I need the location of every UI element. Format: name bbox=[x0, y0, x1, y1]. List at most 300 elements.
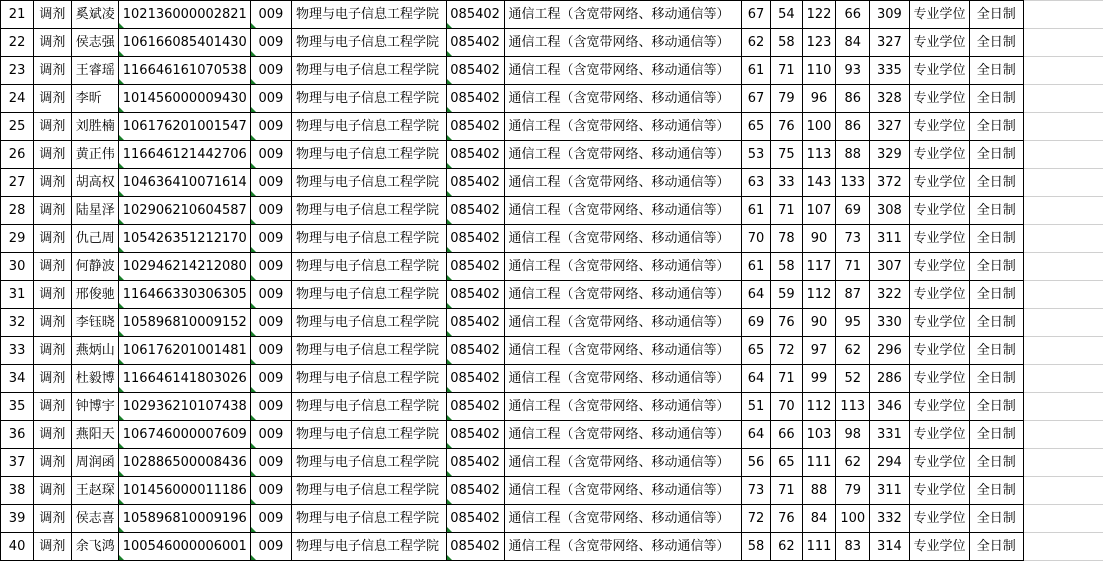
dept-code-cell[interactable]: 009 bbox=[250, 141, 291, 169]
dept-name-cell[interactable]: 物理与电子信息工程学院 bbox=[292, 421, 447, 449]
total-score-cell[interactable]: 327 bbox=[870, 29, 909, 57]
type-cell[interactable]: 调剂 bbox=[34, 421, 72, 449]
total-score-cell[interactable]: 372 bbox=[870, 169, 909, 197]
study-mode-cell[interactable]: 全日制 bbox=[969, 421, 1023, 449]
name-cell[interactable]: 陆星泽 bbox=[71, 197, 118, 225]
study-mode-cell[interactable]: 全日制 bbox=[969, 85, 1023, 113]
exam-id-cell[interactable]: 100546000006001 bbox=[118, 533, 250, 561]
score-math-cell[interactable]: 123 bbox=[802, 29, 836, 57]
degree-type-cell[interactable]: 专业学位 bbox=[909, 533, 969, 561]
major-code-cell[interactable]: 085402 bbox=[446, 281, 504, 309]
score-math-cell[interactable]: 113 bbox=[802, 141, 836, 169]
degree-type-cell[interactable]: 专业学位 bbox=[909, 281, 969, 309]
study-mode-cell[interactable]: 全日制 bbox=[969, 225, 1023, 253]
dept-code-cell[interactable]: 009 bbox=[250, 477, 291, 505]
exam-id-cell[interactable]: 101456000009430 bbox=[118, 85, 250, 113]
score-professional-cell[interactable]: 86 bbox=[836, 85, 870, 113]
dept-name-cell[interactable]: 物理与电子信息工程学院 bbox=[292, 505, 447, 533]
exam-id-cell[interactable]: 116646141803026 bbox=[118, 365, 250, 393]
score-english-cell[interactable]: 79 bbox=[771, 85, 802, 113]
score-professional-cell[interactable]: 113 bbox=[836, 393, 870, 421]
score-math-cell[interactable]: 111 bbox=[802, 449, 836, 477]
dept-name-cell[interactable]: 物理与电子信息工程学院 bbox=[292, 169, 447, 197]
major-name-cell[interactable]: 通信工程（含宽带网络、移动通信等） bbox=[504, 337, 741, 365]
major-code-cell[interactable]: 085402 bbox=[446, 477, 504, 505]
score-professional-cell[interactable]: 88 bbox=[836, 141, 870, 169]
score-politics-cell[interactable]: 62 bbox=[741, 29, 770, 57]
score-math-cell[interactable]: 97 bbox=[802, 337, 836, 365]
empty-cell[interactable] bbox=[1023, 309, 1103, 337]
score-math-cell[interactable]: 143 bbox=[802, 169, 836, 197]
row-number[interactable]: 28 bbox=[1, 197, 34, 225]
score-politics-cell[interactable]: 65 bbox=[741, 113, 770, 141]
exam-id-cell[interactable]: 105896810009196 bbox=[118, 505, 250, 533]
name-cell[interactable]: 燕阳天 bbox=[71, 421, 118, 449]
score-professional-cell[interactable]: 79 bbox=[836, 477, 870, 505]
major-code-cell[interactable]: 085402 bbox=[446, 365, 504, 393]
type-cell[interactable]: 调剂 bbox=[34, 85, 72, 113]
row-number[interactable]: 36 bbox=[1, 421, 34, 449]
name-cell[interactable]: 侯志强 bbox=[71, 29, 118, 57]
major-code-cell[interactable]: 085402 bbox=[446, 309, 504, 337]
row-number[interactable]: 34 bbox=[1, 365, 34, 393]
study-mode-cell[interactable]: 全日制 bbox=[969, 309, 1023, 337]
type-cell[interactable]: 调剂 bbox=[34, 337, 72, 365]
dept-name-cell[interactable]: 物理与电子信息工程学院 bbox=[292, 309, 447, 337]
major-name-cell[interactable]: 通信工程（含宽带网络、移动通信等） bbox=[504, 421, 741, 449]
row-number[interactable]: 33 bbox=[1, 337, 34, 365]
empty-cell[interactable] bbox=[1023, 365, 1103, 393]
exam-id-cell[interactable]: 105426351212170 bbox=[118, 225, 250, 253]
major-code-cell[interactable]: 085402 bbox=[446, 85, 504, 113]
dept-code-cell[interactable]: 009 bbox=[250, 421, 291, 449]
score-professional-cell[interactable]: 73 bbox=[836, 225, 870, 253]
score-math-cell[interactable]: 96 bbox=[802, 85, 836, 113]
empty-cell[interactable] bbox=[1023, 505, 1103, 533]
study-mode-cell[interactable]: 全日制 bbox=[969, 505, 1023, 533]
dept-name-cell[interactable]: 物理与电子信息工程学院 bbox=[292, 393, 447, 421]
degree-type-cell[interactable]: 专业学位 bbox=[909, 309, 969, 337]
exam-id-cell[interactable]: 104636410071614 bbox=[118, 169, 250, 197]
study-mode-cell[interactable]: 全日制 bbox=[969, 29, 1023, 57]
exam-id-cell[interactable]: 106176201001547 bbox=[118, 113, 250, 141]
dept-code-cell[interactable]: 009 bbox=[250, 337, 291, 365]
name-cell[interactable]: 刘胜楠 bbox=[71, 113, 118, 141]
name-cell[interactable]: 周润函 bbox=[71, 449, 118, 477]
row-number[interactable]: 24 bbox=[1, 85, 34, 113]
row-number[interactable]: 31 bbox=[1, 281, 34, 309]
score-english-cell[interactable]: 75 bbox=[771, 141, 802, 169]
total-score-cell[interactable]: 331 bbox=[870, 421, 909, 449]
study-mode-cell[interactable]: 全日制 bbox=[969, 365, 1023, 393]
dept-name-cell[interactable]: 物理与电子信息工程学院 bbox=[292, 449, 447, 477]
degree-type-cell[interactable]: 专业学位 bbox=[909, 113, 969, 141]
score-math-cell[interactable]: 90 bbox=[802, 225, 836, 253]
degree-type-cell[interactable]: 专业学位 bbox=[909, 29, 969, 57]
total-score-cell[interactable]: 335 bbox=[870, 57, 909, 85]
empty-cell[interactable] bbox=[1023, 225, 1103, 253]
score-politics-cell[interactable]: 70 bbox=[741, 225, 770, 253]
major-name-cell[interactable]: 通信工程（含宽带网络、移动通信等） bbox=[504, 309, 741, 337]
dept-code-cell[interactable]: 009 bbox=[250, 533, 291, 561]
type-cell[interactable]: 调剂 bbox=[34, 533, 72, 561]
dept-name-cell[interactable]: 物理与电子信息工程学院 bbox=[292, 337, 447, 365]
degree-type-cell[interactable]: 专业学位 bbox=[909, 421, 969, 449]
row-number[interactable]: 35 bbox=[1, 393, 34, 421]
degree-type-cell[interactable]: 专业学位 bbox=[909, 449, 969, 477]
study-mode-cell[interactable]: 全日制 bbox=[969, 393, 1023, 421]
score-professional-cell[interactable]: 83 bbox=[836, 533, 870, 561]
score-professional-cell[interactable]: 52 bbox=[836, 365, 870, 393]
score-math-cell[interactable]: 100 bbox=[802, 113, 836, 141]
major-code-cell[interactable]: 085402 bbox=[446, 533, 504, 561]
empty-cell[interactable] bbox=[1023, 449, 1103, 477]
major-code-cell[interactable]: 085402 bbox=[446, 421, 504, 449]
empty-cell[interactable] bbox=[1023, 57, 1103, 85]
study-mode-cell[interactable]: 全日制 bbox=[969, 533, 1023, 561]
score-politics-cell[interactable]: 61 bbox=[741, 57, 770, 85]
score-math-cell[interactable]: 111 bbox=[802, 533, 836, 561]
score-english-cell[interactable]: 54 bbox=[771, 1, 802, 29]
total-score-cell[interactable]: 308 bbox=[870, 197, 909, 225]
score-math-cell[interactable]: 112 bbox=[802, 393, 836, 421]
type-cell[interactable]: 调剂 bbox=[34, 225, 72, 253]
major-name-cell[interactable]: 通信工程（含宽带网络、移动通信等） bbox=[504, 57, 741, 85]
type-cell[interactable]: 调剂 bbox=[34, 505, 72, 533]
score-math-cell[interactable]: 88 bbox=[802, 477, 836, 505]
major-name-cell[interactable]: 通信工程（含宽带网络、移动通信等） bbox=[504, 113, 741, 141]
score-politics-cell[interactable]: 64 bbox=[741, 421, 770, 449]
score-politics-cell[interactable]: 61 bbox=[741, 253, 770, 281]
study-mode-cell[interactable]: 全日制 bbox=[969, 169, 1023, 197]
total-score-cell[interactable]: 329 bbox=[870, 141, 909, 169]
name-cell[interactable]: 黄正伟 bbox=[71, 141, 118, 169]
major-code-cell[interactable]: 085402 bbox=[446, 337, 504, 365]
degree-type-cell[interactable]: 专业学位 bbox=[909, 197, 969, 225]
name-cell[interactable]: 何静波 bbox=[71, 253, 118, 281]
type-cell[interactable]: 调剂 bbox=[34, 1, 72, 29]
type-cell[interactable]: 调剂 bbox=[34, 169, 72, 197]
empty-cell[interactable] bbox=[1023, 197, 1103, 225]
major-name-cell[interactable]: 通信工程（含宽带网络、移动通信等） bbox=[504, 141, 741, 169]
score-professional-cell[interactable]: 71 bbox=[836, 253, 870, 281]
row-number[interactable]: 23 bbox=[1, 57, 34, 85]
major-name-cell[interactable]: 通信工程（含宽带网络、移动通信等） bbox=[504, 393, 741, 421]
empty-cell[interactable] bbox=[1023, 253, 1103, 281]
degree-type-cell[interactable]: 专业学位 bbox=[909, 477, 969, 505]
degree-type-cell[interactable]: 专业学位 bbox=[909, 505, 969, 533]
dept-code-cell[interactable]: 009 bbox=[250, 197, 291, 225]
exam-id-cell[interactable]: 102136000002821 bbox=[118, 1, 250, 29]
empty-cell[interactable] bbox=[1023, 337, 1103, 365]
score-math-cell[interactable]: 84 bbox=[802, 505, 836, 533]
score-politics-cell[interactable]: 73 bbox=[741, 477, 770, 505]
name-cell[interactable]: 侯志喜 bbox=[71, 505, 118, 533]
major-name-cell[interactable]: 通信工程（含宽带网络、移动通信等） bbox=[504, 505, 741, 533]
major-code-cell[interactable]: 085402 bbox=[446, 1, 504, 29]
score-math-cell[interactable]: 122 bbox=[802, 1, 836, 29]
empty-cell[interactable] bbox=[1023, 533, 1103, 561]
score-english-cell[interactable]: 71 bbox=[771, 197, 802, 225]
dept-code-cell[interactable]: 009 bbox=[250, 505, 291, 533]
score-professional-cell[interactable]: 84 bbox=[836, 29, 870, 57]
name-cell[interactable]: 燕炳山 bbox=[71, 337, 118, 365]
name-cell[interactable]: 余飞鸿 bbox=[71, 533, 118, 561]
dept-name-cell[interactable]: 物理与电子信息工程学院 bbox=[292, 365, 447, 393]
score-politics-cell[interactable]: 51 bbox=[741, 393, 770, 421]
study-mode-cell[interactable]: 全日制 bbox=[969, 449, 1023, 477]
row-number[interactable]: 27 bbox=[1, 169, 34, 197]
study-mode-cell[interactable]: 全日制 bbox=[969, 337, 1023, 365]
exam-id-cell[interactable]: 102946214212080 bbox=[118, 253, 250, 281]
score-english-cell[interactable]: 65 bbox=[771, 449, 802, 477]
score-politics-cell[interactable]: 67 bbox=[741, 1, 770, 29]
dept-code-cell[interactable]: 009 bbox=[250, 113, 291, 141]
score-english-cell[interactable]: 71 bbox=[771, 477, 802, 505]
total-score-cell[interactable]: 332 bbox=[870, 505, 909, 533]
name-cell[interactable]: 李钰晓 bbox=[71, 309, 118, 337]
score-english-cell[interactable]: 76 bbox=[771, 113, 802, 141]
empty-cell[interactable] bbox=[1023, 29, 1103, 57]
exam-id-cell[interactable]: 116646121442706 bbox=[118, 141, 250, 169]
dept-code-cell[interactable]: 009 bbox=[250, 393, 291, 421]
row-number[interactable]: 30 bbox=[1, 253, 34, 281]
degree-type-cell[interactable]: 专业学位 bbox=[909, 141, 969, 169]
score-math-cell[interactable]: 112 bbox=[802, 281, 836, 309]
dept-code-cell[interactable]: 009 bbox=[250, 253, 291, 281]
dept-code-cell[interactable]: 009 bbox=[250, 365, 291, 393]
dept-name-cell[interactable]: 物理与电子信息工程学院 bbox=[292, 281, 447, 309]
dept-code-cell[interactable]: 009 bbox=[250, 1, 291, 29]
exam-id-cell[interactable]: 102906210604587 bbox=[118, 197, 250, 225]
study-mode-cell[interactable]: 全日制 bbox=[969, 1, 1023, 29]
degree-type-cell[interactable]: 专业学位 bbox=[909, 253, 969, 281]
row-number[interactable]: 29 bbox=[1, 225, 34, 253]
name-cell[interactable]: 钟博宇 bbox=[71, 393, 118, 421]
row-number[interactable]: 39 bbox=[1, 505, 34, 533]
score-professional-cell[interactable]: 62 bbox=[836, 449, 870, 477]
dept-name-cell[interactable]: 物理与电子信息工程学院 bbox=[292, 113, 447, 141]
empty-cell[interactable] bbox=[1023, 1, 1103, 29]
major-code-cell[interactable]: 085402 bbox=[446, 169, 504, 197]
type-cell[interactable]: 调剂 bbox=[34, 57, 72, 85]
major-name-cell[interactable]: 通信工程（含宽带网络、移动通信等） bbox=[504, 477, 741, 505]
study-mode-cell[interactable]: 全日制 bbox=[969, 281, 1023, 309]
dept-name-cell[interactable]: 物理与电子信息工程学院 bbox=[292, 253, 447, 281]
type-cell[interactable]: 调剂 bbox=[34, 393, 72, 421]
score-english-cell[interactable]: 66 bbox=[771, 421, 802, 449]
name-cell[interactable]: 邢俊驰 bbox=[71, 281, 118, 309]
type-cell[interactable]: 调剂 bbox=[34, 113, 72, 141]
major-name-cell[interactable]: 通信工程（含宽带网络、移动通信等） bbox=[504, 225, 741, 253]
total-score-cell[interactable]: 322 bbox=[870, 281, 909, 309]
score-politics-cell[interactable]: 53 bbox=[741, 141, 770, 169]
row-number[interactable]: 37 bbox=[1, 449, 34, 477]
major-code-cell[interactable]: 085402 bbox=[446, 449, 504, 477]
score-english-cell[interactable]: 33 bbox=[771, 169, 802, 197]
study-mode-cell[interactable]: 全日制 bbox=[969, 197, 1023, 225]
score-english-cell[interactable]: 59 bbox=[771, 281, 802, 309]
score-professional-cell[interactable]: 86 bbox=[836, 113, 870, 141]
type-cell[interactable]: 调剂 bbox=[34, 197, 72, 225]
dept-name-cell[interactable]: 物理与电子信息工程学院 bbox=[292, 141, 447, 169]
name-cell[interactable]: 仇己周 bbox=[71, 225, 118, 253]
score-politics-cell[interactable]: 56 bbox=[741, 449, 770, 477]
empty-cell[interactable] bbox=[1023, 421, 1103, 449]
major-name-cell[interactable]: 通信工程（含宽带网络、移动通信等） bbox=[504, 29, 741, 57]
dept-code-cell[interactable]: 009 bbox=[250, 57, 291, 85]
score-english-cell[interactable]: 70 bbox=[771, 393, 802, 421]
empty-cell[interactable] bbox=[1023, 477, 1103, 505]
dept-code-cell[interactable]: 009 bbox=[250, 85, 291, 113]
major-code-cell[interactable]: 085402 bbox=[446, 197, 504, 225]
empty-cell[interactable] bbox=[1023, 169, 1103, 197]
type-cell[interactable]: 调剂 bbox=[34, 29, 72, 57]
dept-name-cell[interactable]: 物理与电子信息工程学院 bbox=[292, 225, 447, 253]
row-number[interactable]: 21 bbox=[1, 1, 34, 29]
row-number[interactable]: 22 bbox=[1, 29, 34, 57]
score-professional-cell[interactable]: 133 bbox=[836, 169, 870, 197]
score-professional-cell[interactable]: 98 bbox=[836, 421, 870, 449]
total-score-cell[interactable]: 346 bbox=[870, 393, 909, 421]
dept-name-cell[interactable]: 物理与电子信息工程学院 bbox=[292, 533, 447, 561]
score-math-cell[interactable]: 103 bbox=[802, 421, 836, 449]
dept-name-cell[interactable]: 物理与电子信息工程学院 bbox=[292, 29, 447, 57]
score-english-cell[interactable]: 62 bbox=[771, 533, 802, 561]
dept-name-cell[interactable]: 物理与电子信息工程学院 bbox=[292, 1, 447, 29]
score-politics-cell[interactable]: 63 bbox=[741, 169, 770, 197]
name-cell[interactable]: 李昕 bbox=[71, 85, 118, 113]
row-number[interactable]: 25 bbox=[1, 113, 34, 141]
total-score-cell[interactable]: 286 bbox=[870, 365, 909, 393]
total-score-cell[interactable]: 296 bbox=[870, 337, 909, 365]
exam-id-cell[interactable]: 102936210107438 bbox=[118, 393, 250, 421]
score-english-cell[interactable]: 78 bbox=[771, 225, 802, 253]
total-score-cell[interactable]: 328 bbox=[870, 85, 909, 113]
type-cell[interactable]: 调剂 bbox=[34, 309, 72, 337]
score-professional-cell[interactable]: 87 bbox=[836, 281, 870, 309]
study-mode-cell[interactable]: 全日制 bbox=[969, 477, 1023, 505]
exam-id-cell[interactable]: 106166085401430 bbox=[118, 29, 250, 57]
row-number[interactable]: 32 bbox=[1, 309, 34, 337]
dept-name-cell[interactable]: 物理与电子信息工程学院 bbox=[292, 85, 447, 113]
dept-code-cell[interactable]: 009 bbox=[250, 29, 291, 57]
empty-cell[interactable] bbox=[1023, 141, 1103, 169]
major-code-cell[interactable]: 085402 bbox=[446, 57, 504, 85]
study-mode-cell[interactable]: 全日制 bbox=[969, 113, 1023, 141]
name-cell[interactable]: 王赵琛 bbox=[71, 477, 118, 505]
score-english-cell[interactable]: 72 bbox=[771, 337, 802, 365]
name-cell[interactable]: 王睿瑶 bbox=[71, 57, 118, 85]
score-english-cell[interactable]: 71 bbox=[771, 57, 802, 85]
score-politics-cell[interactable]: 58 bbox=[741, 533, 770, 561]
empty-cell[interactable] bbox=[1023, 393, 1103, 421]
total-score-cell[interactable]: 314 bbox=[870, 533, 909, 561]
total-score-cell[interactable]: 311 bbox=[870, 225, 909, 253]
score-math-cell[interactable]: 99 bbox=[802, 365, 836, 393]
name-cell[interactable]: 杜毅博 bbox=[71, 365, 118, 393]
degree-type-cell[interactable]: 专业学位 bbox=[909, 337, 969, 365]
score-professional-cell[interactable]: 100 bbox=[836, 505, 870, 533]
exam-id-cell[interactable]: 101456000011186 bbox=[118, 477, 250, 505]
study-mode-cell[interactable]: 全日制 bbox=[969, 57, 1023, 85]
degree-type-cell[interactable]: 专业学位 bbox=[909, 393, 969, 421]
exam-id-cell[interactable]: 106746000007609 bbox=[118, 421, 250, 449]
major-name-cell[interactable]: 通信工程（含宽带网络、移动通信等） bbox=[504, 281, 741, 309]
degree-type-cell[interactable]: 专业学位 bbox=[909, 85, 969, 113]
score-english-cell[interactable]: 58 bbox=[771, 253, 802, 281]
row-number[interactable]: 26 bbox=[1, 141, 34, 169]
major-name-cell[interactable]: 通信工程（含宽带网络、移动通信等） bbox=[504, 197, 741, 225]
type-cell[interactable]: 调剂 bbox=[34, 477, 72, 505]
major-code-cell[interactable]: 085402 bbox=[446, 393, 504, 421]
degree-type-cell[interactable]: 专业学位 bbox=[909, 169, 969, 197]
dept-code-cell[interactable]: 009 bbox=[250, 281, 291, 309]
major-name-cell[interactable]: 通信工程（含宽带网络、移动通信等） bbox=[504, 253, 741, 281]
score-politics-cell[interactable]: 64 bbox=[741, 281, 770, 309]
empty-cell[interactable] bbox=[1023, 281, 1103, 309]
score-english-cell[interactable]: 71 bbox=[771, 365, 802, 393]
score-english-cell[interactable]: 58 bbox=[771, 29, 802, 57]
major-name-cell[interactable]: 通信工程（含宽带网络、移动通信等） bbox=[504, 85, 741, 113]
empty-cell[interactable] bbox=[1023, 85, 1103, 113]
total-score-cell[interactable]: 327 bbox=[870, 113, 909, 141]
total-score-cell[interactable]: 330 bbox=[870, 309, 909, 337]
major-name-cell[interactable]: 通信工程（含宽带网络、移动通信等） bbox=[504, 169, 741, 197]
dept-name-cell[interactable]: 物理与电子信息工程学院 bbox=[292, 477, 447, 505]
row-number[interactable]: 40 bbox=[1, 533, 34, 561]
type-cell[interactable]: 调剂 bbox=[34, 365, 72, 393]
major-code-cell[interactable]: 085402 bbox=[446, 29, 504, 57]
score-math-cell[interactable]: 117 bbox=[802, 253, 836, 281]
dept-code-cell[interactable]: 009 bbox=[250, 225, 291, 253]
score-professional-cell[interactable]: 66 bbox=[836, 1, 870, 29]
type-cell[interactable]: 调剂 bbox=[34, 449, 72, 477]
exam-id-cell[interactable]: 116466330306305 bbox=[118, 281, 250, 309]
degree-type-cell[interactable]: 专业学位 bbox=[909, 365, 969, 393]
score-math-cell[interactable]: 107 bbox=[802, 197, 836, 225]
major-code-cell[interactable]: 085402 bbox=[446, 505, 504, 533]
row-number[interactable]: 38 bbox=[1, 477, 34, 505]
score-politics-cell[interactable]: 67 bbox=[741, 85, 770, 113]
score-professional-cell[interactable]: 93 bbox=[836, 57, 870, 85]
total-score-cell[interactable]: 309 bbox=[870, 1, 909, 29]
score-professional-cell[interactable]: 95 bbox=[836, 309, 870, 337]
score-professional-cell[interactable]: 62 bbox=[836, 337, 870, 365]
dept-code-cell[interactable]: 009 bbox=[250, 169, 291, 197]
score-politics-cell[interactable]: 65 bbox=[741, 337, 770, 365]
type-cell[interactable]: 调剂 bbox=[34, 281, 72, 309]
type-cell[interactable]: 调剂 bbox=[34, 141, 72, 169]
exam-id-cell[interactable]: 106176201001481 bbox=[118, 337, 250, 365]
major-name-cell[interactable]: 通信工程（含宽带网络、移动通信等） bbox=[504, 533, 741, 561]
exam-id-cell[interactable]: 116646161070538 bbox=[118, 57, 250, 85]
total-score-cell[interactable]: 294 bbox=[870, 449, 909, 477]
score-english-cell[interactable]: 76 bbox=[771, 505, 802, 533]
score-math-cell[interactable]: 110 bbox=[802, 57, 836, 85]
major-name-cell[interactable]: 通信工程（含宽带网络、移动通信等） bbox=[504, 1, 741, 29]
major-code-cell[interactable]: 085402 bbox=[446, 141, 504, 169]
study-mode-cell[interactable]: 全日制 bbox=[969, 141, 1023, 169]
dept-code-cell[interactable]: 009 bbox=[250, 449, 291, 477]
dept-name-cell[interactable]: 物理与电子信息工程学院 bbox=[292, 57, 447, 85]
degree-type-cell[interactable]: 专业学位 bbox=[909, 57, 969, 85]
major-code-cell[interactable]: 085402 bbox=[446, 113, 504, 141]
score-politics-cell[interactable]: 72 bbox=[741, 505, 770, 533]
major-name-cell[interactable]: 通信工程（含宽带网络、移动通信等） bbox=[504, 449, 741, 477]
empty-cell[interactable] bbox=[1023, 113, 1103, 141]
type-cell[interactable]: 调剂 bbox=[34, 253, 72, 281]
